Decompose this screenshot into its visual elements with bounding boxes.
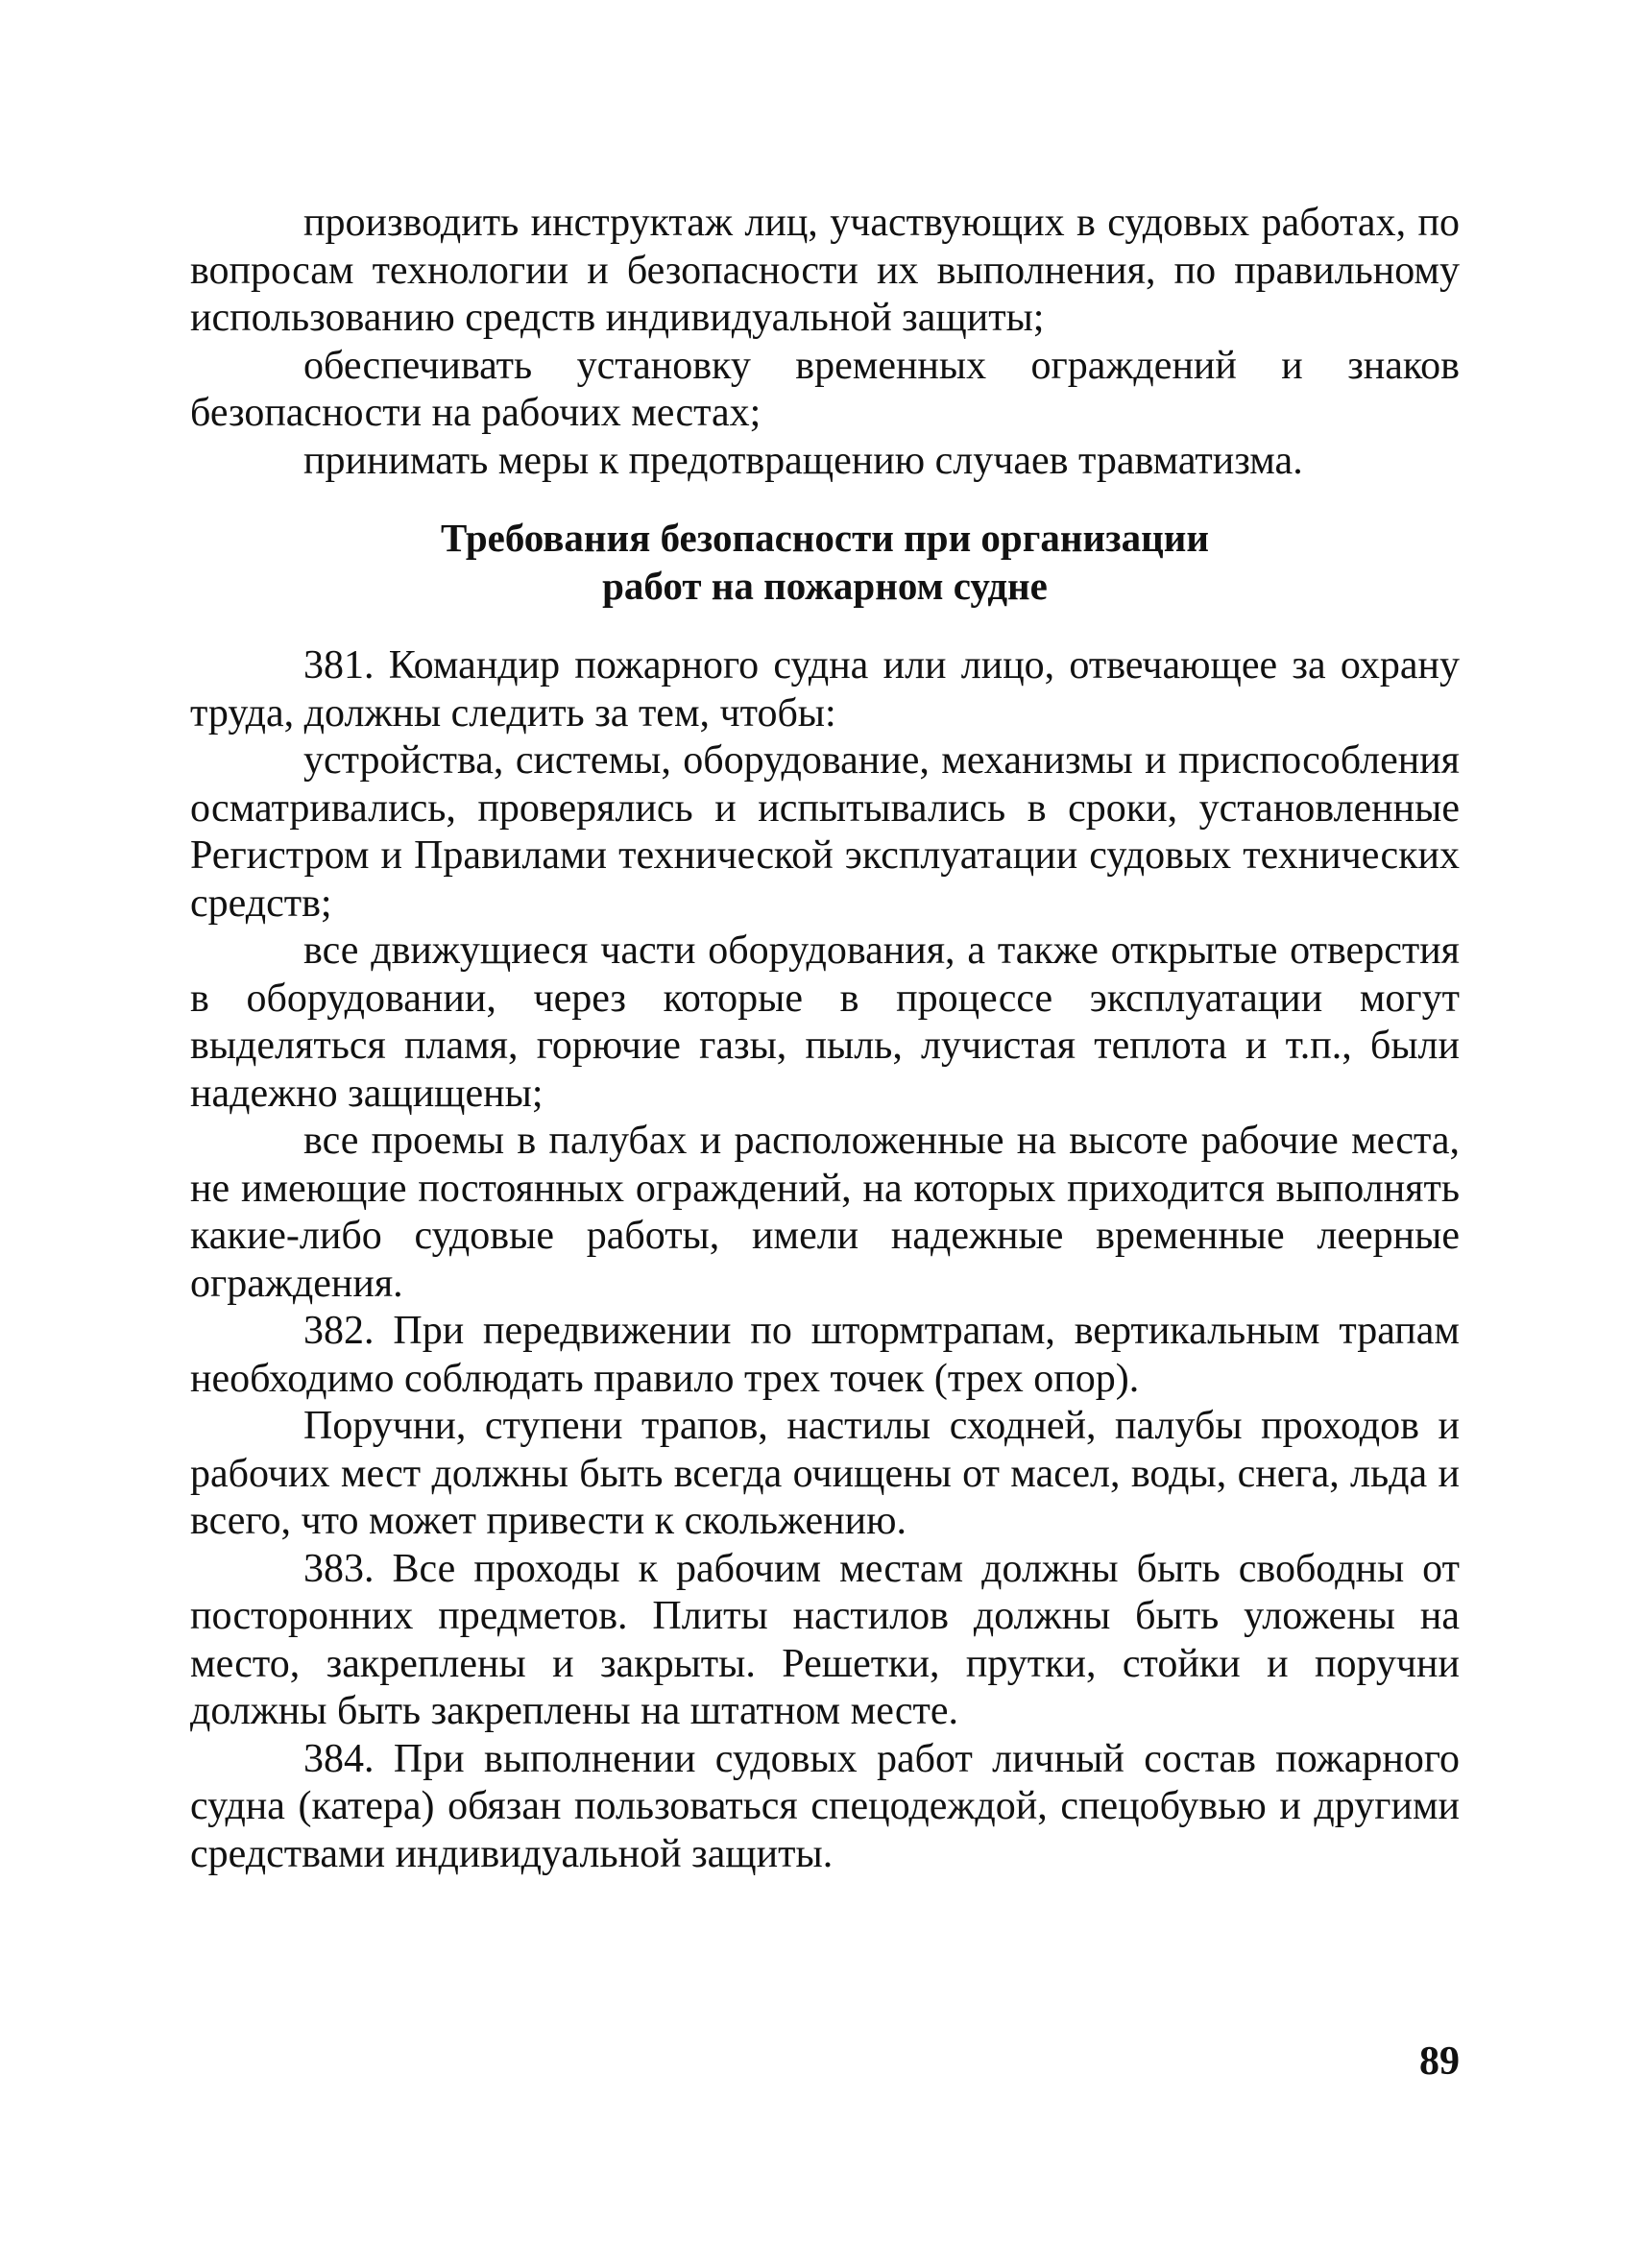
body-text: [190, 200, 1460, 1878]
section-heading-line-1: Требования безопасности при организации: [441, 516, 1209, 560]
paragraph-381-openings: все проемы в палубах и расположенные на высоте рабочие места, не имеющие постоянных ограждений, на которых приходится выполнять какие-либо судовые работы, имели надежные временные леерные ограждения.: [190, 1119, 1460, 1306]
page-number: 89: [1419, 2039, 1460, 2084]
paragraph-382: 382. При передвижении по штормтрапам, вертикальным трапам необходимо соблюдать правило трех точек (трех опор).: [190, 1309, 1460, 1401]
paragraph-381-moving-parts: все движущиеся части оборудования, а также открытые отверстия в оборудовании, через которые в процессе эксплуатации могут выделяться пламя, горючие газы, пыль, лучистая теплота и т.п., были надежно защищены;: [190, 929, 1460, 1116]
paragraph-barriers: обеспечивать установку временных ограждений и знаков безопасности на рабочих местах;: [190, 343, 1460, 435]
section-heading: [190, 514, 1460, 610]
paragraph-instruction: производить инструктаж лиц, участвующих в судовых работах, по вопросам технологии и безопасности их выполнения, по правильному использованию средств индивидуальной защиты;: [190, 201, 1460, 340]
paragraph-384: 384. При выполнении судовых работ личный состав пожарного судна (катера) обязан пользоваться спецодеждой, спецобувью и другими средствами индивидуальной защиты.: [190, 1736, 1460, 1876]
section-heading-line-2: работ на пожарном судне: [602, 564, 1048, 608]
paragraph-382-handrails: Поручни, ступени трапов, настилы сходней, палубы проходов и рабочих мест должны быть всегда очищены от масел, воды, снега, льда и всего, что может привести к скольжению.: [190, 1404, 1460, 1543]
paragraph-injury-prevention: принимать меры к предотвращению случаев травматизма.: [303, 438, 1303, 483]
paragraph-381-devices: устройства, системы, оборудование, механизмы и приспособления осматривались, проверялись и испытывались в сроки, установленные Регистром и Правилами технической эксплуатации судовых технических средств;: [190, 738, 1460, 926]
paragraph-381: 381. Командир пожарного судна или лицо, отвечающее за охрану труда, должны следить за тем, чтобы:: [190, 643, 1460, 736]
paragraph-383: 383. Все проходы к рабочим местам должны быть свободны от посторонних предметов. Плиты настилов должны быть уложены на место, закреплены и закрыты. Решетки, прутки, стойки и поручни должны быть закреплены на штатном месте.: [190, 1546, 1460, 1733]
